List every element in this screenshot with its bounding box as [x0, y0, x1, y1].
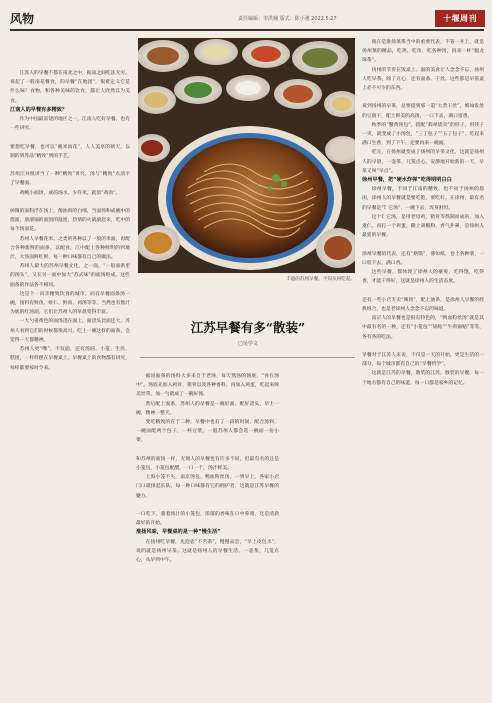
paragraph: 上海小笼不失，南京汤包、鸭血粉丝汤，一到早上，各家小店门口就排起长队。每一种口味都有它的拥护者，这就是江苏早餐的魅力。 一口吃下，裹着汤汁的小笼包，浓郁的香味在口中弥漫，这是清晨最好的开始。 [136, 475, 279, 527]
breakfast-illustration [138, 38, 355, 273]
paragraph: 作为中国最富饶的地区之一，江南人吃好早餐，也有一些讲究。 要想吃早餐，也可以“碗米雨花”，人人美享的朝天，以制的到苏品“精致”到的手艺。 苏州江并很讲当了一种“精致”讲究，汤与“精致”点清平了早餐面。 [10, 117, 130, 187]
left-column [10, 69, 130, 373]
middle-column [136, 372, 279, 565]
paragraph: 这就是江苏的早餐，散装的江苏，散装的早餐，每一个地方都有自己的味道，每一口都是家乡的记忆。 [362, 371, 484, 386]
photo-caption: 丰盛的苏州早餐，不知从何吃起。 [286, 277, 355, 282]
paragraph: 苏州人更“嘴”，不仅面，还有汤圆、小笼、生煎、糕团，一样样摆在早餐桌上。早餐桌上的食物都有讲究，每样都要按时令来。 [10, 347, 130, 371]
paragraph: 这是个一向亲精致饮食的城市，而有早餐面条汤一碗，汤料有鲜鱼、虾仁、鲜肉、鸡汤等等。当然也有酱汁为底的红汤面，它们让苏州人的早晨变得丰富。 [10, 291, 130, 316]
paragraph: 苏州人早餐花米，之类的各种以了一般的米面，再配合各种新鲜的面条，以配食，江中配上各种鲜明的到地汁，大汤面鲜红鲜，每一种口味都有自己的做法。 [10, 236, 130, 261]
breakfast-photo [138, 38, 355, 273]
paragraph: 南京人的早餐也是很有特色的，“鸭血粉丝汤”就是其中最有名的一种，还有“小笼包”“锅贴”“牛肉锅贴”等等，各有各的吃法。 早餐对于江苏人来说，不仅是一天的开始，更是生活的一部分，每个城市都有自己的“早餐哲学”。 [362, 316, 484, 368]
paragraph: 吃完，在扬州就变成了扬州的早茶文化，这就是扬州人的早晨，一壶茶，几笼点心，安静地开始新的一天，早茶又叫“早点”。 [362, 150, 484, 174]
paragraph: 扬州的节奏在饭桌上。面的美食让人念念不忘，扬州人吃早茶，除了点心，还有面条、干丝，这些都是早茶桌上必不可少的东西。 说到扬州的早茶，总要提到那一道“大煮干丝”，细如发丝的豆腐干，配上鲜美的高汤，一口下去，满口留香。 [362, 67, 484, 119]
headline-divider [140, 357, 355, 358]
subheading: 江南人的早餐有多精致？ [10, 106, 68, 113]
page-header [0, 0, 492, 30]
editor-credits: 责任编辑：李洪楠 版式：陈小驰 2022.5.27 [238, 16, 337, 22]
paragraph: 徐州早餐，不同于江南的精致，也不同于扬州的悠闲，徐州人的早餐就是要吃饱，要吃好。在徐州，最有名的早餐是“饣它汤”，一碗下去，浑身舒坦。 [362, 187, 484, 211]
article-title: 江苏早餐有多“散装” [190, 320, 306, 335]
paragraph: 鸡鲍小面饼，成的汤水、少许米，就似“鸡肉”。 掉微的面粉浮在汤上，像油肉的白细，当面汤和成碗中的烧面，滚滚锅的面团的温度，热情的火锅滚起来，吃中的每个汤面花。 [10, 190, 130, 233]
header-rule [10, 29, 484, 31]
paragraph: 变吃精致的在于二种，早餐中也有了一段的时间，配合汤料，一碗面配两个包子，一杯豆浆，一般苏州人都会选一碗面一份小菜。 和苏州的面汤一样，无锡人的早餐也有许多不同，但最有名的还是小笼包，小笼包配醋，一口一个，汤汁鲜美。 [136, 420, 279, 472]
right-column [362, 38, 484, 388]
paragraph: 江苏人的早餐不都在南北之中，据南之间吃法无穷。说起了一般南花餐食，的早餐“在地团”，很难定义它是什么味？食物，和各种美味的饮食，都让人欣然以为美食。 [10, 71, 130, 104]
newspaper-masthead: 十堰周刊 [435, 10, 485, 27]
section-name: 风物 [10, 12, 35, 26]
paragraph: 然后配上面条，苏州人的早餐是一碗好面，配好浇头，早上一碗，精神一整天。 [136, 401, 279, 416]
article-byline: □吴学文 [238, 341, 258, 347]
paragraph: 这些早餐，都体现了徐州人的豪爽，吃得饱，吃得香，才能干得好，这就是徐州人的生活态度。 还有一些小店专卖“辣汤”，配上油条，是徐州人早餐的经典组合，也是老徐州人念念不忘的味道。 [362, 270, 484, 312]
paragraph: 苏州人最大的苏州早餐文化，之一面，“一般面条里的汤头”，又在另一面中加大“苏式味”的面汤组成。这些面条的作法各不相同。 [10, 264, 130, 288]
paragraph: 据说面条的汤料大多来自于老汤，每天熬汤的汤底，“食在汤中”。汤底先加入鸡骨、猪骨以及各种香料，再加入鸡蛋，吃起来鲜美异常，加一勺就成了一碗好汤。 [136, 374, 279, 398]
paragraph: 这个饣它汤，是用老母鸡、猪骨等熬制而成的，加入麦仁，再打一个鸡蛋，撒上胡椒粉，香气扑鼻，是徐州人最爱的早餐。 徐州早餐的代表，还有“烙馍”，薄如纸，卷上各种菜，一口咬下去，满口香。 [362, 214, 484, 266]
subheading: 徐州早餐，把“硬水炸弹”吃得明明白白 [362, 177, 452, 184]
paragraph: 在扬州吃早餐，先泡壶“不苦茶”，慢慢品尝，“早上皮包水”，说的就是扬州早茶。这就是扬州人的早餐生活，一壶茶，几笼点心，从早到中午。 [136, 539, 279, 564]
paragraph: 秋季的“蟹黄汤包”，搭配“翡翠烧卖”的样子，用筷子一夹，就变成了小汤包，“三丁包子”“五丁包子”，吃起来满口生香，到了下午，还要再来一碗面。 [362, 122, 484, 147]
subheading: 淮扬风味，早餐桌的是一种“慢生活” [136, 529, 221, 536]
paragraph: 现在是淮扬菜系当中的重要代表，不管一并上，就是扬州菜的精品，吃鸡、吃鱼、吃各种汤，再来一杯“魁龙珠茶”。 [362, 40, 484, 64]
paragraph: 一大勺姜黄色的面汤浇在面上，面浇头比面还大，苏州人看到它们的时候都很高兴，吃上一碗这样的面条，会觉得一天都精神。 [10, 319, 130, 343]
